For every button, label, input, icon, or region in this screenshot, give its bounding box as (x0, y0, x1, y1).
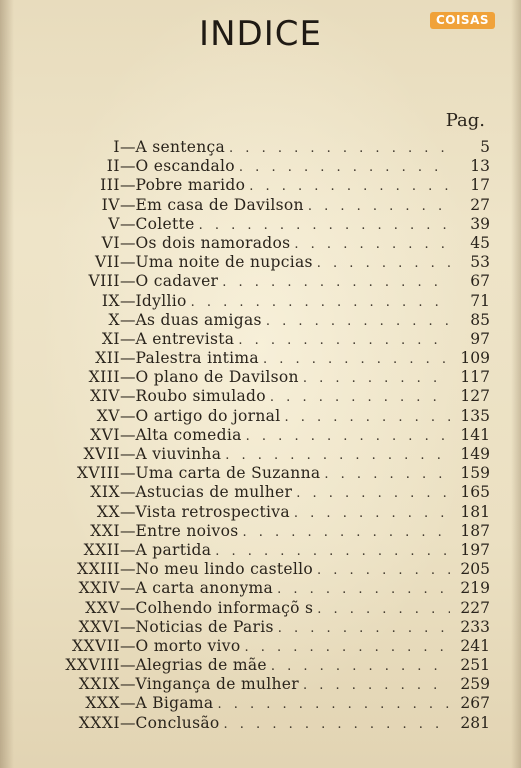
dot-leader (317, 561, 450, 580)
dash-separator: — (120, 253, 136, 272)
page-number: 205 (460, 560, 490, 579)
page-number: 45 (470, 233, 490, 252)
page-number: 85 (470, 310, 490, 329)
chapter-number: XXVI (78, 617, 120, 636)
dot-leader (266, 312, 450, 331)
dot-leader (308, 197, 450, 216)
dash-separator: — (120, 540, 136, 559)
chapter-number: X (108, 310, 120, 329)
dash-separator: — (120, 675, 136, 694)
page-number: 71 (470, 291, 490, 310)
toc-entry (28, 272, 490, 291)
page-number: 241 (460, 636, 490, 655)
chapter-title: O plano de Davilson (135, 368, 299, 387)
page-number: 187 (460, 521, 490, 540)
toc-entry (28, 637, 490, 656)
page-number: 197 (460, 540, 490, 559)
dot-leader (317, 600, 450, 619)
toc-entry (28, 618, 490, 637)
chapter-title: Astucias de mulher (135, 483, 293, 502)
chapter-title: Conclusão (135, 713, 220, 732)
chapter-number: XXI (90, 521, 120, 540)
chapter-number: I (113, 138, 120, 156)
toc-entry (28, 215, 490, 234)
toc-entry (28, 196, 490, 215)
chapter-number: XVI (90, 425, 120, 444)
chapter-title: As duas amigas (135, 310, 262, 329)
chapter-number: III (100, 176, 120, 195)
dot-leader (284, 408, 450, 427)
dash-separator: — (120, 560, 136, 579)
dash-separator: — (120, 464, 136, 483)
page-number: 109 (460, 349, 490, 368)
dash-separator: — (120, 368, 136, 387)
dot-leader (199, 216, 450, 235)
chapter-title: Pobre marido (135, 176, 246, 195)
dash-separator: — (120, 233, 136, 252)
chapter-title: Colette (135, 214, 195, 233)
dot-leader (249, 177, 450, 196)
dash-separator: — (120, 656, 136, 675)
chapter-title: A sentença (135, 138, 226, 156)
chapter-number: XII (95, 349, 120, 368)
chapter-title: A entrevista (135, 329, 235, 348)
page-number: 127 (460, 387, 490, 406)
dash-separator: — (120, 310, 136, 329)
chapter-title: O artigo do jornal (135, 406, 281, 425)
dot-leader (294, 504, 450, 523)
dot-leader (224, 715, 450, 734)
chapter-number: XIV (90, 387, 120, 406)
dash-separator: — (120, 579, 136, 598)
toc-entry (28, 234, 490, 253)
page-title: INDICE (199, 14, 322, 54)
chapter-number: IV (101, 195, 120, 214)
toc-entry (28, 464, 490, 483)
chapter-title: Roubo simulado (135, 387, 266, 406)
dot-leader (238, 331, 450, 350)
page-number: 281 (460, 713, 490, 732)
chapter-title: A viuvinha (135, 445, 222, 463)
toc-entry (28, 503, 490, 522)
dash-separator: — (120, 291, 136, 310)
chapter-title: Noticias de Paris (135, 617, 274, 636)
toc-entry (28, 253, 490, 272)
dash-separator: — (120, 425, 136, 444)
toc-entry (28, 176, 490, 195)
chapter-title: A Bigama (135, 694, 214, 713)
dot-leader (303, 369, 450, 388)
chapter-title: Uma noite de nupcias (135, 253, 313, 272)
chapter-title: O cadaver (135, 272, 219, 291)
toc-entry (28, 675, 490, 694)
chapter-number: XXXI (78, 713, 120, 732)
toc-entry (28, 368, 490, 387)
page-number: 39 (470, 214, 490, 233)
chapter-number: XI (101, 329, 120, 348)
toc-entry (28, 483, 490, 502)
chapter-number: IX (101, 291, 120, 310)
chapter-number: XXX (85, 694, 120, 713)
dot-leader (244, 638, 450, 657)
chapter-title: Uma carta de Suzanna (135, 464, 321, 483)
dash-separator: — (120, 502, 136, 521)
dash-separator: — (120, 445, 136, 463)
chapter-title: Os dois namorados (135, 233, 291, 252)
dot-leader (229, 139, 450, 158)
dot-leader (278, 619, 450, 638)
dash-separator: — (120, 195, 136, 214)
page-number: 67 (470, 272, 490, 291)
chapter-number: XXIV (78, 579, 120, 598)
page-number: 259 (460, 675, 490, 694)
dot-leader (317, 254, 450, 273)
dot-leader (270, 388, 450, 407)
chapter-title: Vingança de mulher (135, 675, 299, 694)
page-number: 27 (470, 195, 490, 214)
toc-entry (28, 407, 490, 426)
chapter-title: Entre noivos (135, 521, 239, 540)
dash-separator: — (120, 329, 136, 348)
page-number: 159 (460, 464, 490, 483)
toc-entry (28, 599, 490, 618)
toc-entry (28, 387, 490, 406)
dash-separator: — (120, 694, 136, 713)
dot-leader (296, 484, 450, 503)
dot-leader (294, 235, 450, 254)
dash-separator: — (120, 157, 136, 176)
page-column-header: Pag. (445, 110, 485, 131)
toc-entry (28, 349, 490, 368)
toc-entry (28, 330, 490, 349)
toc-entry (28, 560, 490, 579)
dash-separator: — (120, 636, 136, 655)
toc-entry (28, 579, 490, 598)
page-number: 17 (470, 176, 490, 195)
watermark-logo: COISAS (430, 12, 495, 29)
page-number: 267 (460, 694, 490, 713)
dot-leader (217, 695, 450, 714)
chapter-number: XIII (88, 368, 120, 387)
page-number: 53 (470, 253, 490, 272)
dot-leader (242, 523, 450, 542)
chapter-number: XX (96, 502, 120, 521)
page-number: 181 (460, 502, 490, 521)
page-number: 97 (470, 329, 490, 348)
toc-entry (28, 541, 490, 560)
dash-separator: — (120, 521, 136, 540)
dot-leader (222, 273, 450, 292)
dash-separator: — (120, 387, 136, 406)
dash-separator: — (120, 483, 136, 502)
chapter-title: A carta anonyma (135, 579, 274, 598)
chapter-title: Em casa de Davilson (135, 195, 304, 214)
page-number: 5 (480, 138, 490, 156)
dot-leader (271, 657, 450, 676)
chapter-number: VII (95, 253, 120, 272)
toc-entry (28, 445, 490, 464)
chapter-title: Palestra intima (135, 349, 259, 368)
dot-leader (246, 427, 450, 446)
chapter-title: A partida (135, 540, 212, 559)
dash-separator: — (120, 598, 136, 617)
chapter-number: XVII (83, 445, 120, 463)
page-number: 117 (460, 368, 490, 387)
chapter-title: Colhendo informaçõ s (135, 598, 314, 617)
chapter-number: VIII (88, 272, 120, 291)
toc-entry (28, 292, 490, 311)
dash-separator: — (120, 713, 136, 732)
page-number: 141 (460, 425, 490, 444)
chapter-number: XIX (90, 483, 120, 502)
toc-entry (28, 157, 490, 176)
dot-leader (215, 542, 450, 561)
page-number: 219 (460, 579, 490, 598)
dash-separator: — (120, 406, 136, 425)
toc-entry (28, 522, 490, 541)
dash-separator: — (120, 138, 136, 156)
dot-leader (277, 580, 450, 599)
chapter-title: Alta comedia (135, 425, 242, 444)
page-number: 165 (460, 483, 490, 502)
chapter-number: XVIII (76, 464, 120, 483)
chapter-number: XV (96, 406, 120, 425)
page-number: 227 (460, 598, 490, 617)
chapter-title: O morto vivo (135, 636, 241, 655)
chapter-number: XXIX (78, 675, 120, 694)
chapter-number: XXVII (71, 636, 120, 655)
toc-entry (28, 426, 490, 445)
page-number: 233 (460, 617, 490, 636)
chapter-title: No meu lindo castello (135, 560, 314, 579)
chapter-number: XXV (85, 598, 120, 617)
chapter-title: O escandalo (135, 157, 235, 176)
dash-separator: — (120, 176, 136, 195)
dash-separator: — (120, 349, 136, 368)
table-of-contents (28, 138, 490, 733)
dot-leader (263, 350, 450, 369)
dash-separator: — (120, 272, 136, 291)
page-number: 13 (470, 157, 490, 176)
chapter-title: Idyllio (135, 291, 187, 310)
dot-leader (324, 465, 450, 484)
dot-leader (239, 158, 450, 177)
toc-entry (28, 694, 490, 713)
chapter-number: II (106, 157, 120, 176)
chapter-number: V (108, 214, 120, 233)
chapter-title: Alegrias de mãe (135, 656, 267, 675)
dot-leader (225, 446, 450, 465)
dot-leader (303, 676, 450, 695)
chapter-number: XXIII (77, 560, 120, 579)
dot-leader (191, 293, 450, 312)
chapter-number: XXVIII (65, 656, 120, 675)
page-number: 135 (460, 406, 490, 425)
toc-entry (28, 311, 490, 330)
dash-separator: — (120, 214, 136, 233)
page-number: 149 (460, 445, 490, 463)
toc-entry (28, 138, 490, 157)
chapter-number: VI (101, 233, 120, 252)
page-number: 251 (460, 656, 490, 675)
toc-entry (28, 714, 490, 733)
dash-separator: — (120, 617, 136, 636)
chapter-number: XXII (83, 540, 120, 559)
toc-entry (28, 656, 490, 675)
chapter-title: Vista retrospectiva (135, 502, 290, 521)
